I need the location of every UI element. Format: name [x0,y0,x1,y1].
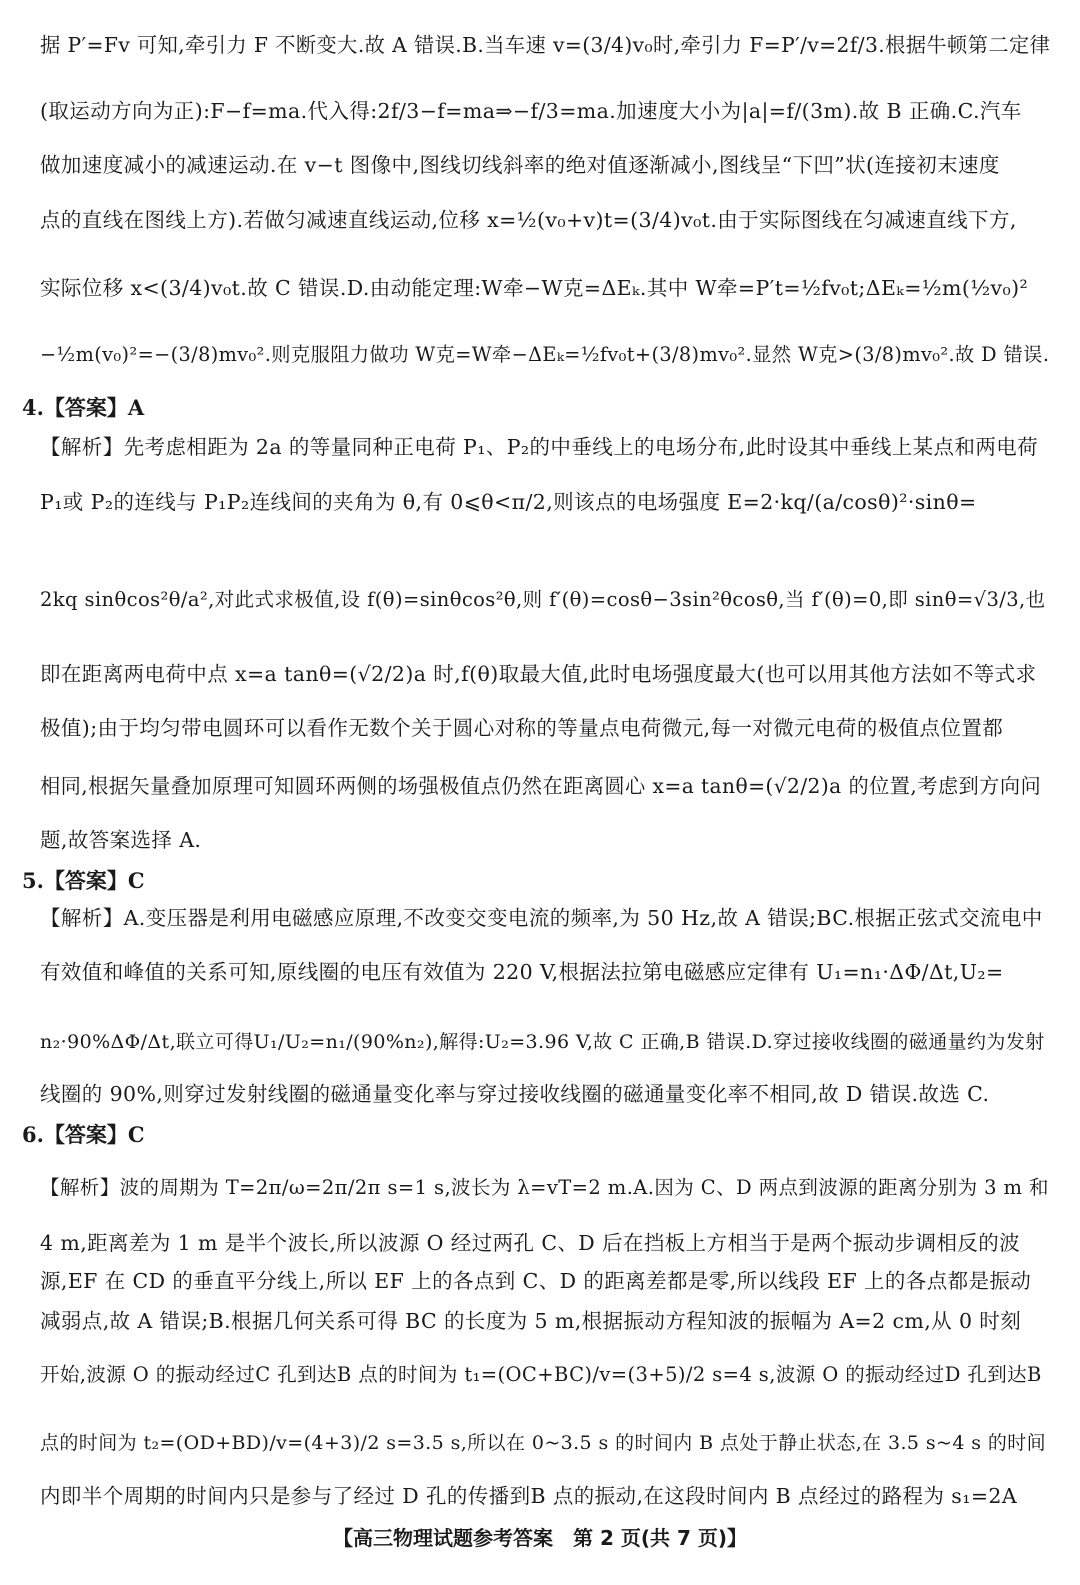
q3-line-2: (取运动方向为正):F−f=ma.代入得:2f/3−f=ma⇒−f/3=ma.加速度大小为|a|=f/(3m).故 B 正确.C.汽车 [40,99,1022,123]
q4-line-1: 【解析】先考虑相距为 2a 的等量同种正电荷 P₁、P₂的中垂线上的电场分布,此时设其中垂线上某点和两电荷 [40,435,1039,459]
q6-line-7: 内即半个周期的时间内只是参与了经过 D 孔的传播到B 点的振动,在这段时间内 B 点经过的路程为 s₁=2A [40,1484,1018,1508]
q6-line-6: 点的时间为 t₂=(OD+BD)/v=(4+3)/2 s=3.5 s,所以在 0~3.5 s 的时间内 B 点处于静止状态,在 3.5 s~4 s 的时间 [40,1432,1047,1454]
q4-line-4: 即在距离两电荷中点 x=a tanθ=(√2/2)a 时,f(θ)取最大值,此时电场强度最大(也可以用其他方法如不等式求 [40,662,1037,686]
q3-line-4: 点的直线在图线上方).若做匀减速直线运动,位移 x=½(v₀+v)t=(3/4)v₀t.由于实际图线在匀减速直线下方, [40,208,1017,232]
q5-line-3: n₂·90%ΔΦ/Δt,联立可得U₁/U₂=n₁/(90%n₂),解得:U₂=3.96 V,故 C 正确,B 错误.D.穿过接收线圈的磁通量约为发射 [40,1031,1045,1053]
q3-line-1: 据 P′=Fv 可知,牵引力 F 不断变大.故 A 错误.B.当车速 v=(3/4)v₀时,牵引力 F=P′/v=2f/3.根据牛顿第二定律 [40,33,1050,57]
q3-line-3: 做加速度减小的减速运动.在 v−t 图像中,图线切线斜率的绝对值逐渐减小,图线呈“下凹”状(连接初末速度 [40,153,1000,177]
q6-line-4: 减弱点,故 A 错误;B.根据几何关系可得 BC 的长度为 5 m,根据振动方程知波的振幅为 A=2 cm,从 0 时刻 [40,1309,1022,1333]
q6-line-3: 源,EF 在 CD 的垂直平分线上,所以 EF 上的各点到 C、D 的距离差都是零,所以线段 EF 上的各点都是振动 [40,1269,1032,1293]
q3-line-6: −½m(v₀)²=−(3/8)mv₀².则克服阻力做功 W克=W牵−ΔEₖ=½fv₀t+(3/8)mv₀².显然 W克>(3/8)mv₀².故 D 错误. [40,343,1050,366]
q4-line-2: P₁或 P₂的连线与 P₁P₂连线间的夹角为 θ,有 0⩽θ<π/2,则该点的电场强度 E=2·kq/(a/cosθ)²·sinθ= [40,490,977,514]
q6-line-5: 开始,波源 O 的振动经过C 孔到达B 点的时间为 t₁=(OC+BC)/v=(3+5)/2 s=4 s,波源 O 的振动经过D 孔到达B [40,1363,1042,1386]
q5-line-4: 线圈的 90%,则穿过发射线圈的磁通量变化率与穿过接收线圈的磁通量变化率不相同,故 D 错误.故选 C. [40,1082,990,1106]
q4-line-7: 题,故答案选择 A. [40,828,202,852]
q6-line-2: 4 m,距离差为 1 m 是半个波长,所以波源 O 经过两孔 C、D 后在挡板上方相当于是两个振动步调相反的波 [40,1231,1021,1255]
page-footer: 【高三物理试题参考答案 第 2 页(共 7 页)】 [333,1526,747,1550]
q4-line-5: 极值);由于均匀带电圆环可以看作无数个关于圆心对称的等量点电荷微元,每一对微元电荷的极值点位置都 [40,716,1004,740]
q6-line-1: 【解析】波的周期为 T=2π/ω=2π/2π s=1 s,波长为 λ=vT=2 m.A.因为 C、D 两点到波源的距离分别为 3 m 和 [40,1176,1049,1199]
q4-line-3: 2kq sinθcos²θ/a²,对此式求极值,设 f(θ)=sinθcos²θ,则 f′(θ)=cosθ−3sin²θcosθ,当 f′(θ)=0,即 sinθ=√3/3,也 [40,588,1046,611]
q4-line-6: 相同,根据矢量叠加原理可知圆环两侧的场强极值点仍然在距离圆心 x=a tanθ=(√2/2)a 的位置,考虑到方向问 [40,774,1042,798]
q5-answer-heading: 5.【答案】C [22,868,145,893]
q5-line-2: 有效值和峰值的关系可知,原线圈的电压有效值为 220 V,根据法拉第电磁感应定律有 U₁=n₁·ΔΦ/Δt,U₂= [40,960,1004,984]
q5-line-1: 【解析】A.变压器是利用电磁感应原理,不改变交变电流的频率,为 50 Hz,故 A 错误;BC.根据正弦式交流电中 [40,906,1043,930]
q6-answer-heading: 6.【答案】C [22,1122,145,1147]
q4-answer-heading: 4.【答案】A [22,395,145,420]
q3-line-5: 实际位移 x<(3/4)v₀t.故 C 错误.D.由动能定理:W牵−W克=ΔEₖ.其中 W牵=P′t=½fv₀t;ΔEₖ=½m(½v₀)² [40,276,1029,300]
